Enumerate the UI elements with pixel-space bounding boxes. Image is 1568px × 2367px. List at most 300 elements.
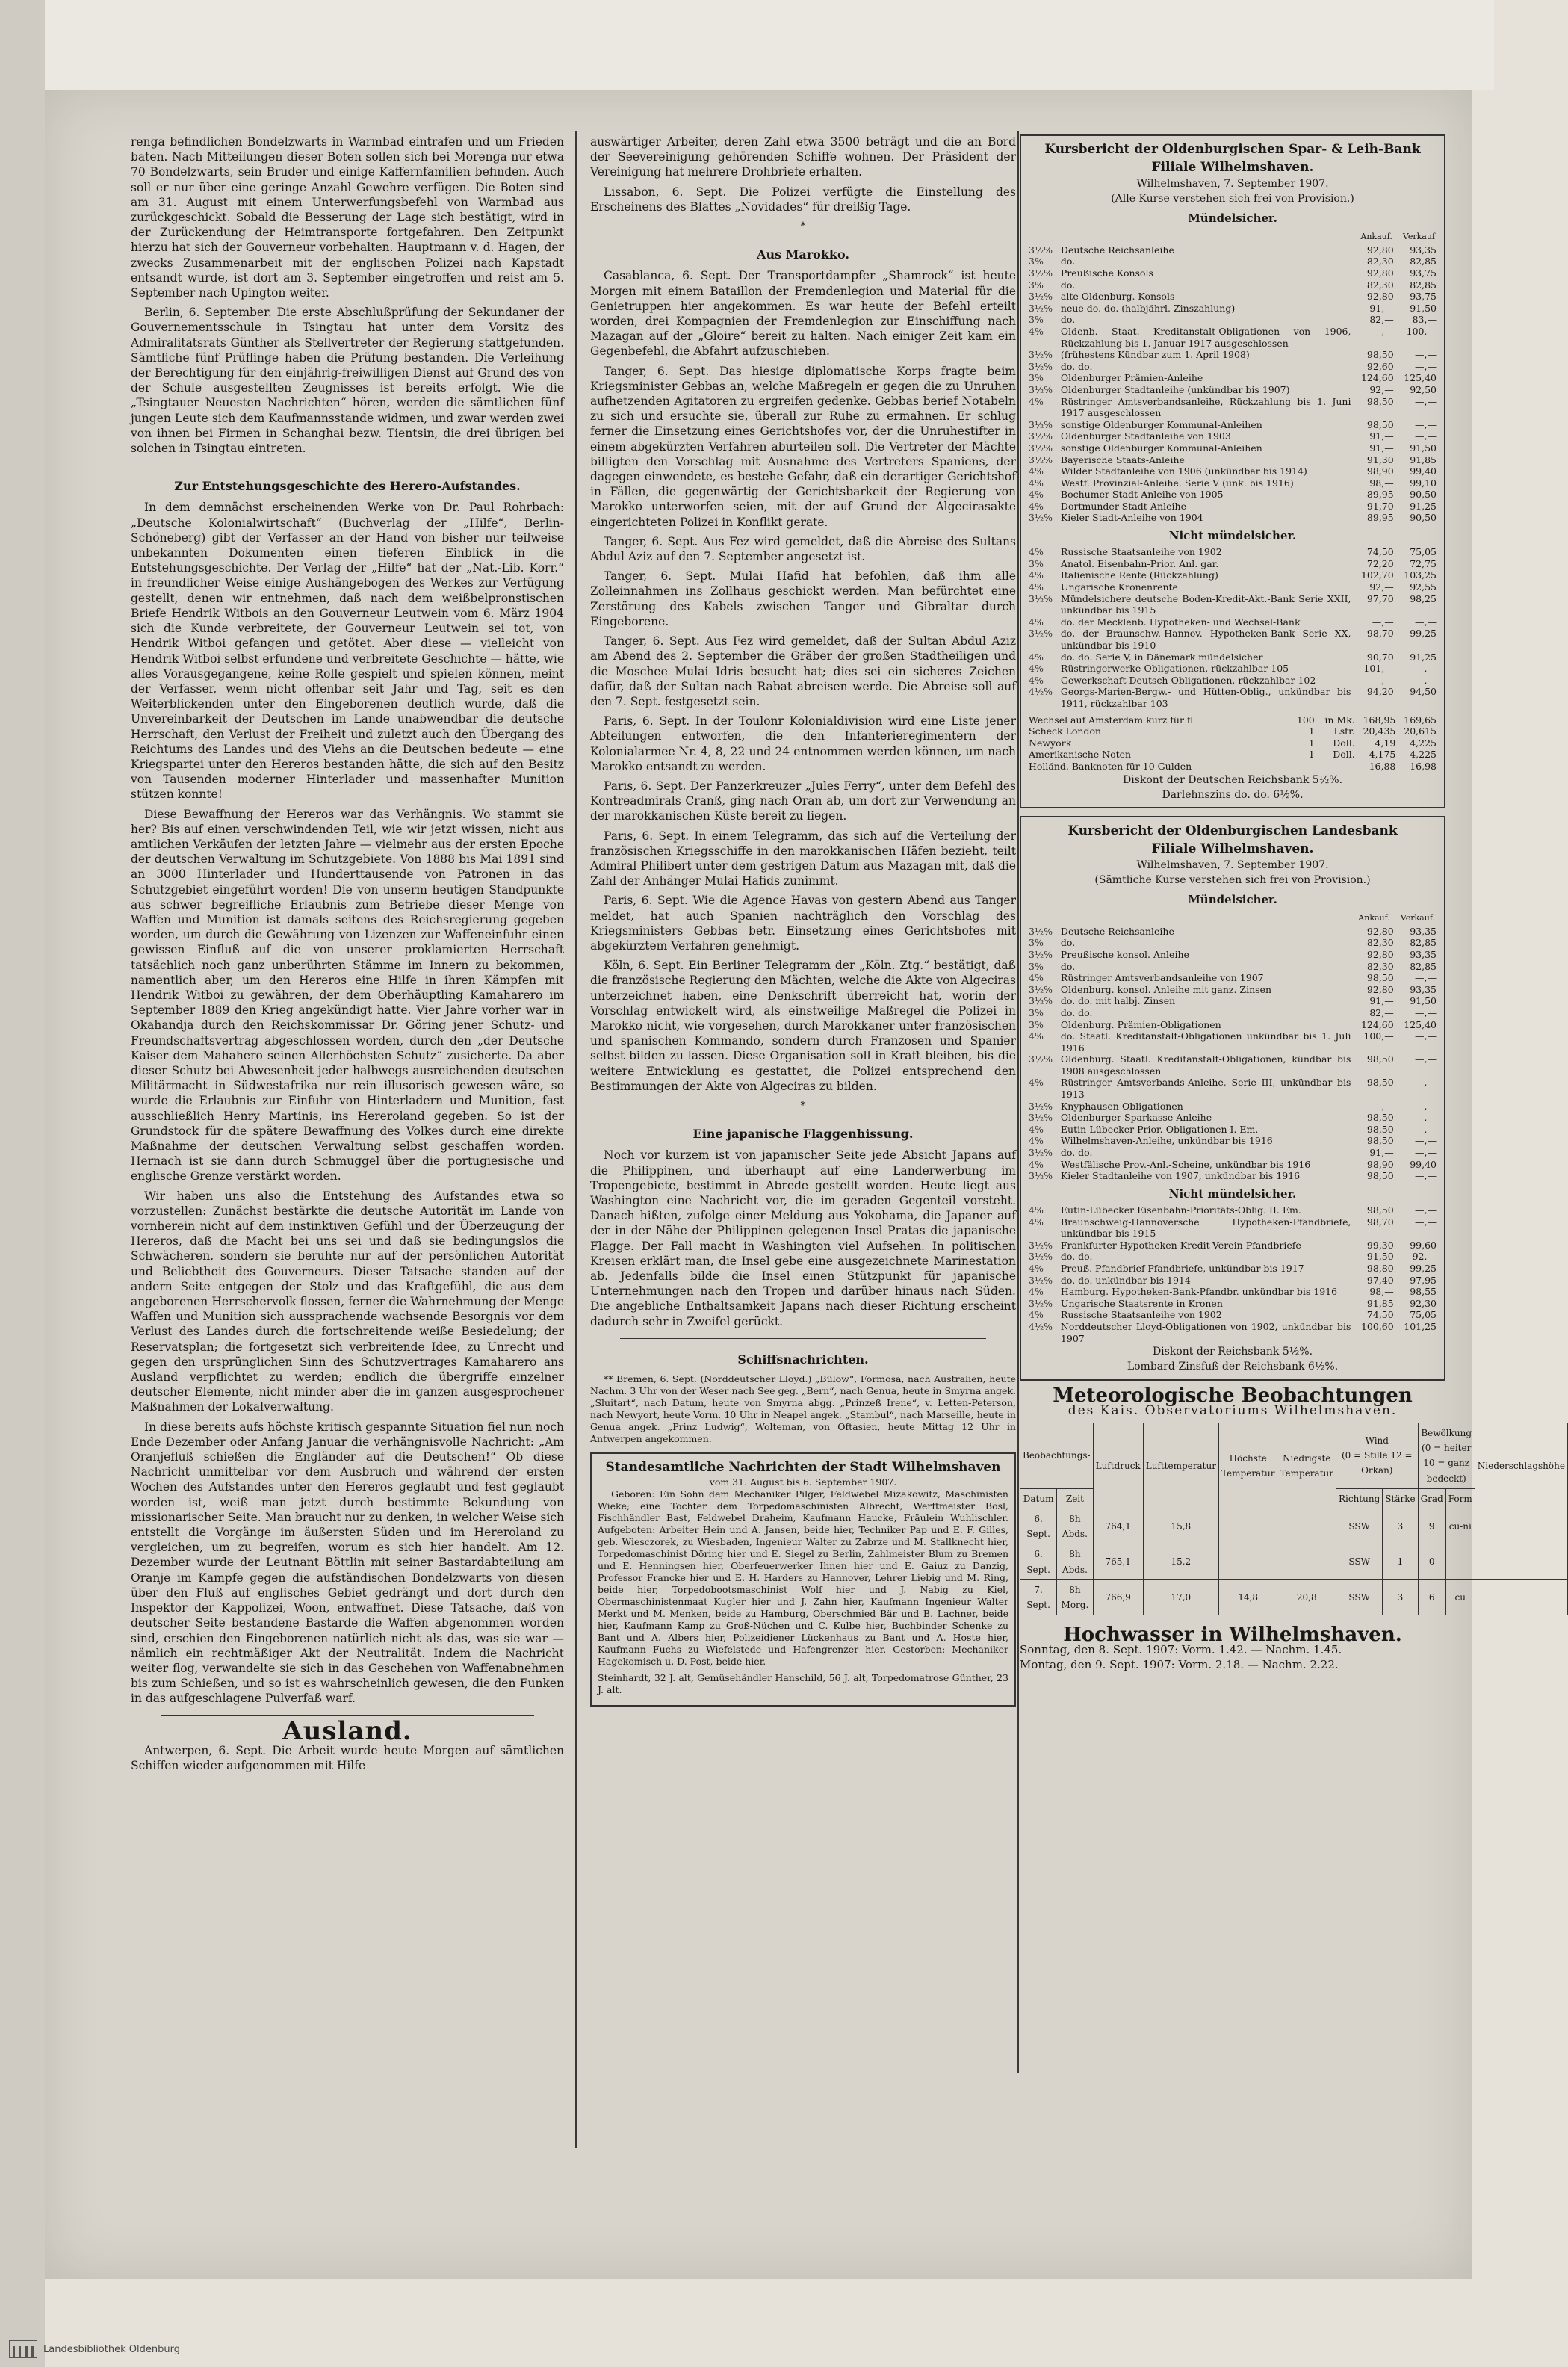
interest-rate: 4% xyxy=(1029,1309,1044,1321)
price-cell: 169,65 xyxy=(1404,714,1437,725)
price-cell: 72,75 xyxy=(1410,557,1437,569)
interest-rate: 4% xyxy=(1029,325,1044,337)
price-cell: 91,70 xyxy=(1366,500,1394,512)
price-cell: 82,— xyxy=(1369,1006,1394,1018)
security-name: Kieler Stadt-Anleihe von 1904 xyxy=(1060,512,1203,524)
security-name: Wilder Stadtanleihe von 1906 (unkündbar bis 1914) xyxy=(1060,465,1307,477)
price-cell: —,— xyxy=(1415,1204,1437,1216)
weather-cell: 15,2 xyxy=(1143,1544,1218,1579)
met-header: Beobachtungs- xyxy=(1020,1423,1094,1488)
price-cell: 98,50 xyxy=(1366,1077,1394,1089)
security-name: Eutin-Lübecker Prior.-Obligationen I. Em. xyxy=(1060,1123,1259,1135)
interest-rate: 3½% xyxy=(1029,1053,1053,1065)
interest-rate: 3% xyxy=(1029,314,1044,326)
met-header: Niedrigste Temperatur xyxy=(1277,1423,1336,1509)
kurs-row xyxy=(1027,256,1438,267)
price-cell: 103,25 xyxy=(1404,569,1437,581)
separator-star: * xyxy=(800,220,806,233)
price-cell: 98,70 xyxy=(1366,628,1394,640)
weather-title: Meteorologische Beobachtungen xyxy=(1053,1384,1413,1407)
price-cell: 97,95 xyxy=(1410,1274,1437,1286)
security-name: Holländ. Banknoten für 10 Gulden xyxy=(1029,760,1192,772)
security-name: Bochumer Stadt-Anleihe von 1905 xyxy=(1060,489,1224,501)
section-title: Ausland. xyxy=(282,1715,412,1746)
security-name: do. xyxy=(1060,960,1076,972)
interest-rate: 3½% xyxy=(1029,1147,1053,1159)
article-paragraph: Köln, 6. Sept. Ein Berliner Telegramm der „Köln. Ztg.“ bestätigt, daß die französische Regierung den Mächten, welche die Akte von Algeciras unterzeichnet haben, eine Denkschrift überreicht hat, worin der Vorschlag entwickelt wird, als einstweilige Maßregel die Polizei in Marokko nicht, wie vorgesehen, durch Marokkaner unter französischen und spanischen Kommando, sondern durch Franzosen und Spanier selbst bilden zu lassen. Diese Organisation soll in Kraft bleiben, bis die weitere Entwicklung es gestattet, die Polizei entsprechend den Bestimmungen der Akte von Algeciras zu bilden. xyxy=(590,959,1016,1093)
price-cell: 98,25 xyxy=(1410,592,1437,604)
price-cell: 16,98 xyxy=(1410,760,1437,772)
standesamt-box xyxy=(590,1452,1016,1707)
interest-rate: 4% xyxy=(1029,616,1044,628)
price-cell: 92,80 xyxy=(1366,948,1394,960)
kurs-title: Kursbericht der Oldenburgischen Spar- & Leih-Bank xyxy=(1044,142,1421,157)
weather-cell: 7. Sept. xyxy=(1020,1579,1057,1615)
article-paragraph: Antwerpen, 6. Sept. Die Arbeit wurde heute Morgen auf sämtlichen Schiffen wieder aufgenommen mit Hilfe xyxy=(131,1743,564,1772)
kurs-row xyxy=(1027,244,1438,256)
col-label: Ankauf. xyxy=(1358,912,1390,923)
security-name: Ungarische Kronenrente xyxy=(1060,581,1178,593)
article-paragraph: Tanger, 6. Sept. Mulai Hafid hat befohlen, daß ihm alle Zolleinnahmen ins Zollhaus geschickt werden. Man befürchtet eine Zerstörung des Kabels zwischen Tanger und Gibraltar durch Eingeborene. xyxy=(590,569,1016,628)
article-paragraph: Berlin, 6. September. Die erste Abschlußprüfung der Sekundaner der Gouvernementsschule in Tsingtau hat unter dem Vorsitz des Admiralitätsrats Günther als Stellvertreter der Regierung stattgefunden. Sämtliche fünf Prüflinge haben die Prüfung bestanden. Die Verleihung der Berechtigung für den einjährig-freiwilligen Dienst auf Grund des von der Schule ausgestellten Zeugnisses ist bereits erfolgt. Wie die „Tsingtauer Neuesten Nachrichten“ hören, werden die sämtlichen fünf jungen Leute sich dem Kaufmannsstande widmen, und zwar werden zwei von ihnen bei Firmen in Schanghai bezw. Tientsin, die drei übrigen bei solchen in Tsingtau eintreten. xyxy=(131,306,564,456)
weather-cell: cu-ni xyxy=(1445,1509,1475,1544)
kurs-row xyxy=(1027,1019,1438,1031)
price-cell: —,— xyxy=(1415,1053,1437,1065)
met-header-note: (0 = heiter 10 = ganz bedeckt) xyxy=(1422,1443,1472,1484)
diskont-line: Diskont der Deutschen Reichsbank 5½%. xyxy=(1122,773,1343,786)
interest-rate: 3% xyxy=(1029,1018,1044,1030)
weather-subtitle: des Kais. Observatoriums Wilhelmshaven. xyxy=(1067,1402,1398,1418)
price-cell: 83,— xyxy=(1412,314,1437,326)
lombard-line: Lombard-Zinsfuß der Reichsbank 6½%. xyxy=(1127,1361,1339,1373)
weather-cell xyxy=(1475,1509,1567,1544)
weather-cell: SSW xyxy=(1336,1579,1382,1615)
security-name: Wilhelmshaven-Anleihe, unkündbar bis 1916 xyxy=(1060,1135,1273,1147)
price-cell: 98,50 xyxy=(1366,1170,1394,1182)
price-cell: 72,20 xyxy=(1366,557,1394,569)
price-cell: 98,50 xyxy=(1366,349,1394,361)
met-subheader: Stärke xyxy=(1383,1488,1418,1509)
price-cell: 75,05 xyxy=(1410,546,1437,558)
price-cell: 99,40 xyxy=(1410,1158,1437,1170)
kurs-col-labels xyxy=(1027,229,1438,244)
article-paragraph: Tanger, 6. Sept. Das hiesige diplomatische Korps fragte beim Kriegsminister Gebbas an, welche Maßregeln er gegen die zu Unruhen aufhetzenden Agitatoren zu ergreifen gedenke. Gebbas berief Notabeln zu sich und ersuchte sie, überall zur Ruhe zu ermahnen. Er schlug ferner die Einsetzung eines Gerichtshofes vor, der die Unruhestifter in einem abgekürzten Verfahren aburteilen soll. Die Vertreter der Mächte billigten den Vorschlag mit Ausnahme des Vertreters Spaniens, der dagegen einwendete, es bestehe Gefahr, daß ein derartiger Gerichtshof in Fällen, die gegenwärtig der Gerichtsbarkeit der Regierung von Marokko unterworfen seien, mit der auf Grund der Algecirasakte eingerichteten Polizei in Konflikt gerate. xyxy=(590,364,1016,529)
interest-rate: 3½% xyxy=(1029,983,1053,995)
weather-cell: cu xyxy=(1445,1579,1475,1615)
security-name: Westf. Provinzial-Anleihe. Serie V (unk. bis 1916) xyxy=(1060,477,1294,489)
kurs-row xyxy=(1027,714,1438,726)
interest-rate: 4% xyxy=(1029,546,1044,558)
interest-rate: 4% xyxy=(1029,477,1044,489)
kurs-note: (Sämtliche Kurse verstehen sich frei von Provision.) xyxy=(1094,874,1371,887)
kurs-col-labels xyxy=(1027,911,1438,926)
darlehn-line: Darlehnszins do. do. 6½%. xyxy=(1162,788,1304,801)
security-name: Oldenburger Stadtanleihe (unkündbar bis 1907) xyxy=(1060,383,1290,395)
kurs-row xyxy=(1027,761,1438,773)
price-cell: 98,50 xyxy=(1366,1135,1394,1147)
price-cell: 91,25 xyxy=(1410,500,1437,512)
interest-rate: 3½% xyxy=(1029,360,1053,372)
weather-cell xyxy=(1475,1544,1567,1579)
scan-top-band xyxy=(0,0,1494,90)
price-cell: 90,50 xyxy=(1410,489,1437,501)
security-name: Oldenburg. konsol. Anleihe mit ganz. Zinsen xyxy=(1060,983,1272,995)
price-cell: 92,55 xyxy=(1410,581,1437,593)
wechsel-table xyxy=(1027,714,1438,773)
interest-rate: 3½% xyxy=(1029,349,1053,361)
price-cell: —,— xyxy=(1415,1216,1437,1228)
price-cell: 98,50 xyxy=(1366,1053,1394,1065)
kurs-row xyxy=(1027,581,1438,593)
price-cell: 91,30 xyxy=(1366,454,1394,465)
article-paragraph: auswärtiger Arbeiter, deren Zahl etwa 3500 beträgt und die an Bord der Seevereinigung gehörenden Schiffe wohnen. Der Präsident der Vereinigung hat mehrere Drohbriefe erhalten. xyxy=(590,135,1016,179)
security-name: Gewerkschaft Deutsch-Obligationen, rückzahlbar 102 xyxy=(1060,674,1316,686)
interest-rate: 4% xyxy=(1029,1123,1044,1135)
kurs-title: Kursbericht der Oldenburgischen Landesbank xyxy=(1067,823,1398,838)
security-name: Oldenb. Staat. Kreditanstalt-Obligationen von 1906, Rückzahlung bis 1. Januar 1917 ausgeschlossen xyxy=(1060,325,1351,349)
library-footer xyxy=(9,2340,180,2358)
price-cell: 82,30 xyxy=(1366,279,1394,291)
kurs-row xyxy=(1027,995,1438,1007)
interest-rate: 3½% xyxy=(1029,512,1053,524)
kurs-row xyxy=(1027,1204,1438,1216)
separator-star: * xyxy=(800,1099,806,1112)
price-cell: —,— xyxy=(1415,1147,1437,1159)
price-cell: 75,05 xyxy=(1410,1309,1437,1321)
price-cell: 92,60 xyxy=(1366,360,1394,372)
kurs-row xyxy=(1027,1135,1438,1147)
interest-rate: 4½% xyxy=(1029,1320,1053,1332)
security-name: Bayerische Staats-Anleihe xyxy=(1060,454,1185,465)
weather-cell: 8h Abds. xyxy=(1057,1509,1093,1544)
kurs-row xyxy=(1027,1007,1438,1019)
security-name: Anatol. Eisenbahn-Prior. Anl. gar. xyxy=(1060,557,1219,569)
price-cell: 100,— xyxy=(1363,1030,1394,1042)
price-cell: 94,50 xyxy=(1410,686,1437,698)
kurs-row xyxy=(1027,675,1438,687)
price-cell: —,— xyxy=(1415,972,1437,984)
kurs-row xyxy=(1027,1147,1438,1159)
kurs-table xyxy=(1027,546,1438,709)
price-cell: 20,615 xyxy=(1404,725,1437,737)
security-name: Frankfurter Hypotheken-Kredit-Verein-Pfandbriefe xyxy=(1060,1239,1301,1251)
interest-rate: 3½% xyxy=(1029,442,1053,454)
price-cell: 91,50 xyxy=(1410,995,1437,1007)
price-cell: 93,75 xyxy=(1410,267,1437,279)
article-paragraph: Paris, 6. Sept. Der Panzerkreuzer „Jules Ferry“, unter dem Befehl des Kontreadmirals Cranß, ging nach Oran ab, um dort zur Verwendung an der marokkanischen Küste bereit zu liegen. xyxy=(590,779,1016,823)
weather-cell xyxy=(1277,1544,1336,1579)
column-rule xyxy=(1017,131,1019,2073)
interest-rate: 4% xyxy=(1029,1204,1044,1216)
price-cell: 100,60 xyxy=(1360,1320,1394,1332)
price-cell: —,— xyxy=(1415,1170,1437,1182)
price-cell: 98,80 xyxy=(1366,1263,1394,1274)
kurs-row xyxy=(1027,749,1438,761)
kurs-row xyxy=(1027,1321,1438,1344)
weather-cell: 764,1 xyxy=(1093,1509,1143,1544)
kurs-row xyxy=(1027,477,1438,489)
security-name: Kieler Stadtanleihe von 1907, unkündbar bis 1916 xyxy=(1060,1170,1301,1182)
col-label: Verkauf. xyxy=(1400,912,1435,923)
price-cell: —,— xyxy=(1372,616,1394,628)
interest-rate: 3% xyxy=(1029,937,1044,949)
security-name: Westfälische Prov.-Anl.-Scheine, unkündbar bis 1916 xyxy=(1060,1158,1311,1170)
security-name: Dortmunder Stadt-Anleihe xyxy=(1060,500,1186,512)
price-cell: 97,70 xyxy=(1366,592,1394,604)
price-cell: 89,95 xyxy=(1366,512,1394,524)
price-cell: 168,95 xyxy=(1363,714,1396,725)
price-cell: 89,95 xyxy=(1366,489,1394,501)
weather-cell: 765,1 xyxy=(1093,1544,1143,1579)
divider xyxy=(620,1338,986,1339)
interest-rate: 3% xyxy=(1029,557,1044,569)
price-cell: —,— xyxy=(1415,663,1437,675)
price-cell: 99,60 xyxy=(1410,1239,1437,1251)
interest-rate: 3½% xyxy=(1029,267,1053,279)
weather-cell: 6. Sept. xyxy=(1020,1509,1057,1544)
column-2 xyxy=(590,134,1016,1714)
kurs-row xyxy=(1027,279,1438,291)
interest-rate: 4% xyxy=(1029,1077,1044,1089)
security-name: Oldenburger Stadtanleihe von 1903 xyxy=(1060,430,1231,442)
price-cell: —,— xyxy=(1415,1006,1437,1018)
kurs-row xyxy=(1027,737,1438,749)
interest-rate: 4% xyxy=(1029,651,1044,663)
price-cell: 91,85 xyxy=(1366,1297,1394,1309)
weather-cell xyxy=(1277,1509,1336,1544)
kurs-row xyxy=(1027,972,1438,984)
kurs-row xyxy=(1027,489,1438,501)
price-cell: 92,— xyxy=(1412,1251,1437,1263)
kurs-table xyxy=(1027,1204,1438,1344)
met-header-note: (0 = Stille 12 = Orkan) xyxy=(1341,1450,1413,1476)
price-cell: 100,— xyxy=(1406,325,1437,337)
interest-rate: 3½% xyxy=(1029,244,1053,256)
weather-cell: 14,8 xyxy=(1218,1579,1277,1615)
security-name: Russische Staatsanleihe von 1902 xyxy=(1060,546,1222,558)
price-cell: —,— xyxy=(1415,1100,1437,1112)
interest-rate: 4% xyxy=(1029,1216,1044,1228)
hochwasser-line: Sonntag, den 8. Sept. 1907: Vorm. 1.42. — Nachm. 1.45. xyxy=(1020,1643,1342,1657)
security-name: Italienische Rente (Rückzahlung) xyxy=(1060,569,1218,581)
kurs-note: (Alle Kurse verstehen sich frei von Provision.) xyxy=(1111,193,1354,205)
price-cell: 92,80 xyxy=(1366,244,1394,256)
price-cell: 99,10 xyxy=(1410,477,1437,489)
article-heading: Schiffsnachrichten. xyxy=(737,1352,869,1367)
price-cell: 74,50 xyxy=(1366,546,1394,558)
security-name: do. do. unkündbar bis 1914 xyxy=(1060,1274,1191,1286)
price-cell: 82,85 xyxy=(1410,279,1437,291)
price-cell: 98,50 xyxy=(1366,972,1394,984)
kurs-table xyxy=(1027,244,1438,524)
kurs-row xyxy=(1027,1240,1438,1251)
weather-cell: 9 xyxy=(1418,1509,1445,1544)
price-cell: 98,50 xyxy=(1366,395,1394,407)
price-cell: 93,35 xyxy=(1410,983,1437,995)
security-name: Amerikanische Noten xyxy=(1029,749,1132,761)
interest-rate: 4% xyxy=(1029,489,1044,501)
kurs-row xyxy=(1027,628,1438,651)
security-name: Knyphausen-Obligationen xyxy=(1060,1100,1183,1112)
kurs-row xyxy=(1027,465,1438,477)
kurs-row xyxy=(1027,558,1438,570)
security-name: Rüstringer Amtsverbandsanleihe, Rückzahlung bis 1. Juni 1917 ausgeschlossen xyxy=(1060,395,1351,419)
price-cell: 92,80 xyxy=(1366,267,1394,279)
kurs-row xyxy=(1027,1170,1438,1182)
price-cell: —,— xyxy=(1372,1100,1394,1112)
kurs-row xyxy=(1027,593,1438,616)
scan-spine xyxy=(0,0,45,2367)
article-paragraph: In diese bereits aufs höchste kritisch gespannte Situation fiel nun noch Ende Dezember oder Anfang Januar die verhängnisvolle Nachricht: „Am Oranjefluß schießen die Engländer auf die Deutschen!“ Ob diese Nachricht unmittelbar vor dem Ausbruch und während der ersten Wochen des Aufstandes unter den Hereros geglaubt und fest geglaubt worden ist, weiß man jetzt durch bestimmte Bekundung von missionarischer Seite. Man braucht nur zu denken, in welcher Weise sich entstellt die Vorgänge im äußersten Süden und im Hereroland zu vergleichen, um zu begreifen, worum es sich hier handelt. Am 12. Dezember wurde der Leutnant Böttlin mit seiner Bastardabteilung am Oranje im Kampfe gegen die aufständischen Bondelzwarts von diesen über den Fluß auf englisches Gebiet gedrängt und dort durch den Inspektor der Kappolizei, Woon, entwaffnet. Diese Tatsache, daß von deutscher Seite bestandene Bastarde die Waffen abgenommen worden sind, erschien den Eingeborenen natürlich nicht als das, was sie war — nämlich ein rechtmäßiger Akt der Neutralität. Indem die Nachricht weiter flog, verwandelte sie sich in das Geschehen von Waffenabnehmen bis zum Schießen, und so ist es wahrscheinlich gewesen, die den Funken in das aufgeschlagene Pulverfaß warf. xyxy=(131,1420,564,1706)
hochwasser-line: Montag, den 9. Sept. 1907: Vorm. 2.18. — Nachm. 2.22. xyxy=(1020,1658,1339,1672)
weather-cell: 3 xyxy=(1383,1509,1418,1544)
met-subheader: Grad xyxy=(1418,1488,1445,1509)
price-cell: 102,70 xyxy=(1360,569,1394,581)
weather-cell: 15,8 xyxy=(1143,1509,1218,1544)
column-3 xyxy=(1020,134,1565,1672)
price-cell: 91,50 xyxy=(1366,1251,1394,1263)
price-cell: 91,— xyxy=(1369,1147,1394,1159)
price-cell: 91,25 xyxy=(1410,651,1437,663)
security-name: Georgs-Marien-Bergw.- und Hütten-Oblig., unkündbar bis 1911, rückzahlbar 103 xyxy=(1060,686,1351,709)
kurs-row xyxy=(1027,1298,1438,1310)
interest-rate: 4% xyxy=(1029,1030,1044,1042)
weather-cell xyxy=(1218,1544,1277,1579)
met-header: Lufttemperatur xyxy=(1143,1423,1218,1509)
box-text: Steinhardt, 32 J. alt, Gemüsehändler Hanschild, 56 J. alt, Torpedomatrose Günther, 23 J. alt. xyxy=(598,1672,1008,1696)
kurs-row xyxy=(1027,349,1438,361)
security-name: Preuß. Pfandbrief-Pfandbriefe, unkündbar bis 1917 xyxy=(1060,1263,1304,1274)
kurs-date: Wilhelmshaven, 7. September 1907. xyxy=(1136,178,1329,190)
security-name: Preußische Konsols xyxy=(1060,267,1153,279)
kurs-row xyxy=(1027,1053,1438,1077)
interest-rate: 4% xyxy=(1029,1286,1044,1298)
interest-rate: 4% xyxy=(1029,1135,1044,1147)
interest-rate: 3½% xyxy=(1029,430,1053,442)
kurs-row xyxy=(1027,454,1438,466)
security-name: do. do. xyxy=(1060,360,1093,372)
price-cell: —,— xyxy=(1415,360,1437,372)
kurs-row xyxy=(1027,1216,1438,1240)
kurs-row xyxy=(1027,291,1438,303)
security-name: Mündelsichere deutsche Boden-Kredit-Akt.-Bank Serie XXII, unkündbar bis 1915 xyxy=(1060,592,1351,616)
weather-cell: 6 xyxy=(1418,1579,1445,1615)
kurs-row xyxy=(1027,1159,1438,1171)
interest-rate: 3½% xyxy=(1029,995,1053,1007)
price-cell: 92,— xyxy=(1369,383,1394,395)
price-cell: Doll. xyxy=(1333,737,1355,749)
security-name: do. do. mit halbj. Zinsen xyxy=(1060,995,1176,1007)
interest-rate: 3% xyxy=(1029,1006,1044,1018)
security-name: Oldenburger Prämien-Anleihe xyxy=(1060,372,1203,384)
price-cell: 4,225 xyxy=(1410,749,1437,761)
weather-table xyxy=(1020,1423,1568,1615)
kurs-row xyxy=(1027,419,1438,431)
security-name: Scheck London xyxy=(1029,725,1102,737)
security-name: sonstige Oldenburger Kommunal-Anleihen xyxy=(1060,418,1262,430)
kurs-row xyxy=(1027,396,1438,419)
price-cell: 100 xyxy=(1296,714,1315,725)
price-cell: 74,50 xyxy=(1366,1309,1394,1321)
article-paragraph: Paris, 6. Sept. In einem Telegramm, das sich auf die Verteilung der französischen Kriegsschiffe in den marokkanischen Häfen bezieht, teilt Admiral Philibert unter dem gestrigen Datum aus Mazagan mit, daß die Zahl der Anhänger Mulai Hafids zunimmt. xyxy=(590,829,1016,888)
article-heading: Aus Marokko. xyxy=(757,247,849,262)
weather-cell: 20,8 xyxy=(1277,1579,1336,1615)
kurs-row xyxy=(1027,512,1438,524)
security-name: do. der Braunschw.-Hannov. Hypotheken-Bank Serie XX, unkündbar bis 1910 xyxy=(1060,628,1351,652)
article-heading: Zur Entstehungsgeschichte des Herero-Aufstandes. xyxy=(174,479,521,494)
met-subheader: Zeit xyxy=(1057,1488,1093,1509)
security-name: Ungarische Staatsrente in Kronen xyxy=(1060,1297,1223,1309)
col-label: Ankauf. xyxy=(1360,231,1392,241)
price-cell: 99,25 xyxy=(1410,628,1437,640)
kurs-row xyxy=(1027,725,1438,737)
interest-rate: 4% xyxy=(1029,500,1044,512)
security-name: do. do. xyxy=(1060,1251,1093,1263)
kurs-row xyxy=(1027,546,1438,558)
kurs-section: Mündelsicher. xyxy=(1188,893,1277,907)
security-name: Rüstringerwerke-Obligationen, rückzahlbar 105 xyxy=(1060,663,1289,675)
security-name: Rüstringer Amtsverbandsanleihe von 1907 xyxy=(1060,972,1264,984)
price-cell: 98,90 xyxy=(1366,465,1394,477)
interest-rate: 3½% xyxy=(1029,1297,1053,1309)
price-cell: 98,— xyxy=(1369,1286,1394,1298)
kurs-row xyxy=(1027,686,1438,709)
security-name: Rüstringer Amtsverbands-Anleihe, Serie III, unkündbar bis 1913 xyxy=(1060,1077,1351,1101)
interest-rate: 4% xyxy=(1029,569,1044,581)
article-paragraph: Lissabon, 6. Sept. Die Polizei verfügte die Einstellung des Erscheinens des Blattes „Novidades“ für dreißig Tage. xyxy=(590,185,1016,214)
price-cell xyxy=(1278,761,1316,773)
interest-rate: 3½% xyxy=(1029,592,1053,604)
price-cell: —,— xyxy=(1415,674,1437,686)
kurs-row xyxy=(1027,361,1438,373)
column-1 xyxy=(131,134,564,1777)
article-paragraph: Tanger, 6. Sept. Aus Fez wird gemeldet, daß die Abreise des Sultans Abdul Aziz auf den 7. September angesetzt ist. xyxy=(590,534,1016,564)
price-cell: —,— xyxy=(1415,1030,1437,1042)
price-cell: 99,30 xyxy=(1366,1239,1394,1251)
kurs-row xyxy=(1027,1112,1438,1124)
security-name: do. xyxy=(1060,256,1076,267)
met-header: Luftdruck xyxy=(1093,1423,1143,1509)
price-cell: 1 xyxy=(1308,725,1315,737)
price-cell: —,— xyxy=(1415,1077,1437,1089)
security-name: Russische Staatsanleihe von 1902 xyxy=(1060,1309,1222,1321)
interest-rate: 3½% xyxy=(1029,418,1053,430)
met-header xyxy=(1336,1423,1418,1488)
kurs-row xyxy=(1027,652,1438,663)
price-cell: 98,70 xyxy=(1366,1216,1394,1228)
security-name: do. do. Serie V, in Dänemark mündelsicher xyxy=(1060,651,1263,663)
weather-cell: 0 xyxy=(1418,1544,1445,1579)
article-paragraph: Diese Bewaffnung der Hereros war das Verhängnis. Wo stammt sie her? Bis auf einen verschwindenden Teil, wie wir jetzt wissen, nicht aus amtlichen Verkäufen der letzten Jahre — vielmehr aus der ersten Epoche der deutschen Verwaltung im Schutzgebiete. Von 1888 bis Mai 1891 sind an 3000 Hinterlader und Hunderttausende von Patronen in das Schutzgebiet eingeführt worden! Die von unserm heutigen Standpunkte aus schwer begreifliche Erlaubnis zum Betriebe dieser Menge von Waffen und Munition ist damals seitens des Reichsregierung gegeben worden, um durch die Gewährung von Lizenzen zur Waffeneinfuhr einen gewissen Einfluß auf die von unserer proklamierten Herrschaft tatsächlich noch ganz unberührten Stämme im Innern zu bekommen, namentlich aber, um den Hereros eine Hilfe in ihren Kämpfen mit Hendrik Witboi zu gewähren, der dem Oberhäuptling Kamaharero im September 1889 den Krieg angekündigt hatte. Vier Jahre vorher war in Okahandja durch den Reichskommissar Dr. Göring jener Schutz- und Freundschaftsvertrag abgeschlossen worden, durch den „der Deutsche Kaiser dem Mahahero seinen Allerhöchsten Schutz“ zusicherte. Da aber dieser Schutz bei Abwesenheit jeder halbwegs ausreichenden deutschen Militärmacht in Südwestafrika nur rein illusorisch gewesen wäre, so wurde die Erlaubnis zur Einfuhr von Hinterladern und Munition, fast ausschließlich Henry Martinis, ins Hereroland gegeben. So ist der Grundstock für die spätere Bewaffnung des Volkes durch eine direkte Maßnahme der deutschen Verwaltung selbst geschaffen worden. Hernach ist sie dann durch Schmuggel über die portugiesische und englische Grenze verstärkt worden. xyxy=(131,807,564,1184)
weather-cell: 1 xyxy=(1383,1544,1418,1579)
interest-rate: 3% xyxy=(1029,372,1044,384)
security-name: Wechsel auf Amsterdam kurz für fl xyxy=(1029,714,1194,725)
kurs-section: Nicht mündelsicher. xyxy=(1168,1186,1297,1201)
price-cell: 82,85 xyxy=(1410,256,1437,267)
security-name: Braunschweig-Hannoversche Hypotheken-Pfandbriefe, unkündbar bis 1915 xyxy=(1060,1216,1351,1240)
security-name: Eutin-Lübecker Eisenbahn-Prioritäts-Oblig. II. Em. xyxy=(1060,1204,1301,1216)
price-cell: 82,30 xyxy=(1366,937,1394,949)
met-header-label: Wind xyxy=(1365,1435,1389,1446)
security-name: do. do. xyxy=(1060,1006,1093,1018)
article-paragraph: Paris, 6. Sept. Wie die Agence Havas von gestern Abend aus Tanger meldet, hat auch Spanien nachträglich den Vorschlag des Kriegsministers Gebbas betr. Einsetzung eines Gerichtshofes mit abgekürztem Verfahren genehmigt. xyxy=(590,894,1016,953)
kurs-row xyxy=(1027,501,1438,513)
kurs-row xyxy=(1027,314,1438,326)
price-cell: —,— xyxy=(1415,430,1437,442)
security-name: Oldenburg. Prämien-Obligationen xyxy=(1060,1018,1221,1030)
price-cell: 92,80 xyxy=(1366,291,1394,303)
kurs-row xyxy=(1027,1309,1438,1321)
